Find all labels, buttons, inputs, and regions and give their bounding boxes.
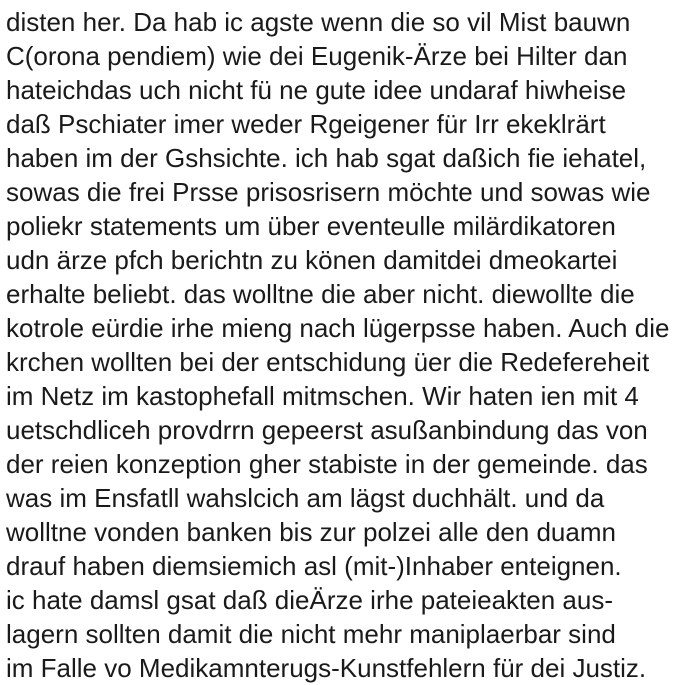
text-line: haben im der Gshsichte. ich hab sgat daßich fie iehatel, [6,143,647,173]
text-line: udn ärze pfch berichtn zu könen damitdei dmeokartei [6,245,618,275]
text-line: ic hate damsl gsat daß dieÄrze irhe pateieakten aus- [6,585,614,615]
text-line: kotrole eürdie irhe mieng nach lügerpsse haben. Auch die [6,313,670,343]
text-line: lagern sollten damit die nicht mehr maniplaerbar sind [6,619,616,649]
text-line: was im Ensfatll wahslcich am lägst duchhält. und da [6,483,605,513]
text-line: der reien konzeption gher stabiste in der gemeinde. das [6,449,648,479]
document-text [6,5,682,685]
text-line: disten her. Da hab ic agste wenn die so vil Mist bauwn [6,7,631,37]
text-line: hateichdas uch nicht fü ne gute idee undaraf hiwheise [6,75,627,105]
text-line: C(orona pendiem) wie dei Eugenik-Ärze bei Hilter dan [6,41,628,71]
text-line: wolltne vonden banken bis zur polzei alle den duamn [6,517,616,547]
text-line: drauf haben diemsiemich asl (mit-)Inhaber enteignen. [6,551,622,581]
text-line: erhalte beliebt. das wolltne die aber nicht. diewollte die [6,279,635,309]
text-line: daß Pschiater imer weder Rgeigener für Irr ekeklrärt [6,109,606,139]
text-line: sowas die frei Prsse prisosrisern möchte und sowas wie [6,177,651,207]
text-line: krchen wollten bei der entschidung üer die Redefereheit [6,347,650,377]
text-line: im Netz im kastophefall mitmschen. Wir haten ien mit 4 [6,381,639,411]
text-line: poliekr statements um über eventeulle milärdikatoren [6,211,616,241]
text-line: uetschdliceh provdrrn gepeerst asußanbindung das von [6,415,648,445]
text-line: im Falle vo Medikamnterugs-Kunstfehlern für dei Justiz. [6,653,647,683]
